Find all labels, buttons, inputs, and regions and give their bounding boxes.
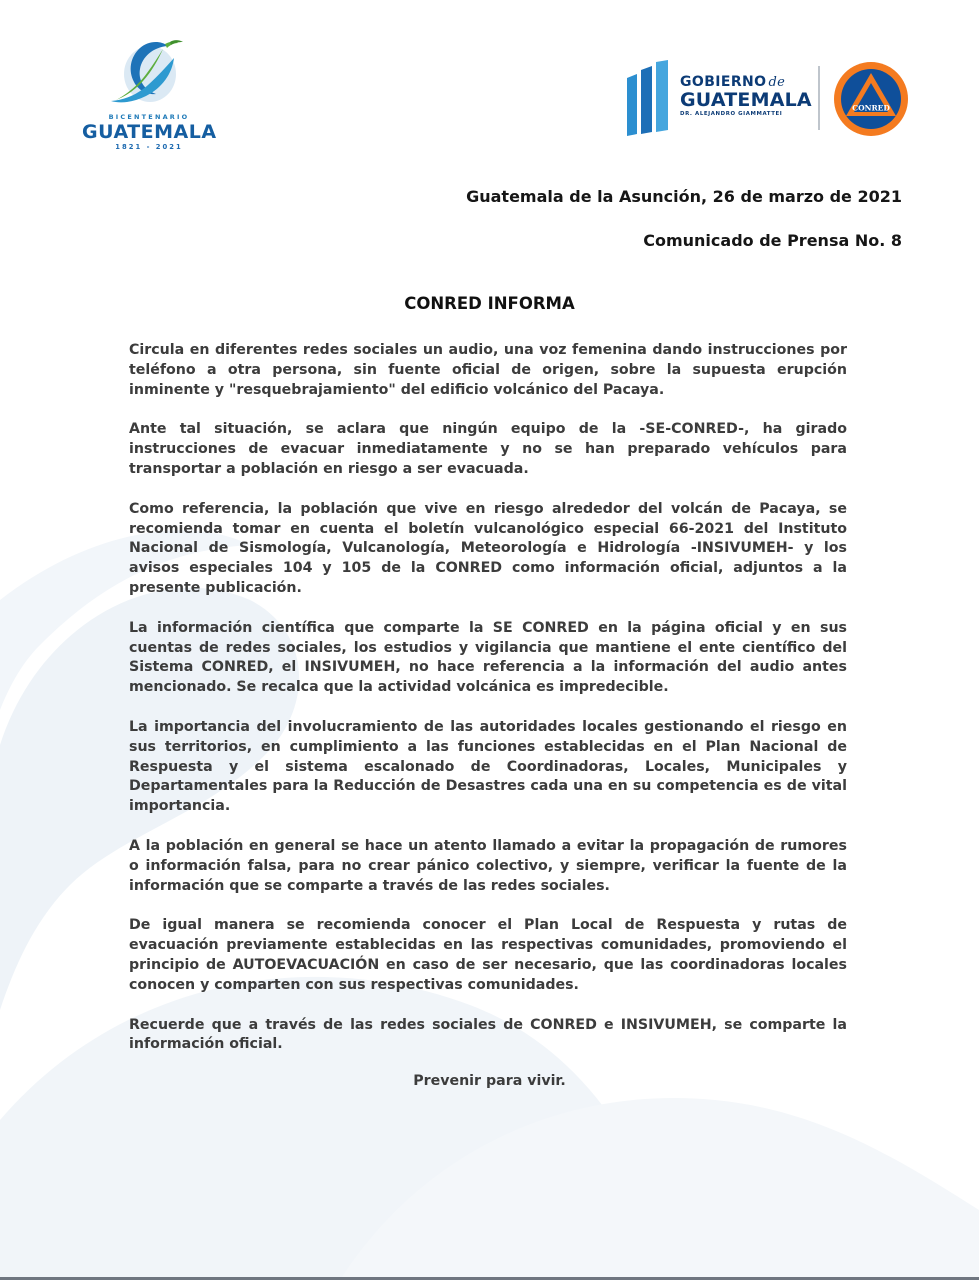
government-conred-logos [624,58,914,140]
release-date: Guatemala de la Asunción, 26 de marzo de 2021 [466,187,902,206]
body-paragraph: Ante tal situación, se aclara que ningún equipo de la -SE-CONRED-, ha girado instrucciones de evacuar inmediatamente y no se han preparado vehículos para transportar a población en riesgo a ser evacuada. [129,421,847,477]
conred-seal-label: CONRED [852,103,890,113]
press-release-body [129,341,847,1075]
conred-seal-icon [833,61,909,137]
gobierno-label: GOBIERNO [680,74,767,90]
body-paragraph: La importancia del involucramiento de las autoridades locales gestionando el riesgo en sus territorios, en cumplimiento a las funciones establecidas en el Plan Nacional de Respuesta y el sistema escalonado de Coordinadoras, Locales, Municipales y Departamentales para la Reducción de Desastres cada una en su competencia es de vital importancia. [129,718,847,815]
body-paragraph: La información científica que comparte la SE CONRED en la página oficial y en sus cuentas de redes sociales, los estudios y vigilancia que mantiene el ente científico del Sistema CONRED, el INSIVUMEH, no hace referencia a la información del audio antes mencionado. Se recalca que la actividad volcánica es impredecible. [129,619,847,696]
body-paragraph: A la población en general se hace un atento llamado a evitar la propagación de rumores o información falsa, para no crear pánico colectivo, y siempre, verificar la fuente de la información que se comparte a través de las redes sociales. [129,837,847,894]
logo-divider [818,66,820,130]
gobierno-guatemala-label: GUATEMALA [680,89,812,111]
bicentenario-years: 1821 - 2021 [115,143,183,151]
bicentenario-label: BICENTENARIO [108,113,190,121]
body-paragraph: De igual manera se recomienda conocer el Plan Local de Respuesta y rutas de evacuación previamente establecidas en las respectivas comunidades, promoviendo el principio de AUTOEVACUACIÓN en caso de ser necesario, que las coordinadoras locales conocen y comparten con sus respectivas comunidades. [129,917,847,993]
gobierno-wordmark [680,74,814,118]
page-title: CONRED INFORMA [404,294,575,313]
flag-stripes-icon [624,60,670,136]
body-paragraph: Como referencia, la población que vive en riesgo alrededor del volcán de Pacaya, se recomienda tomar en cuenta el boletín vulcanológico especial 66-2021 del Instituto Nacional de Sismología, Vulcanología, Meteorología e Hidrología -INSIVUMEH- y los avisos especiales 104 y 105 de la CONRED como información oficial, adjuntos a la presente publicación. [129,500,847,596]
body-paragraph: Recuerde que a través de las redes sociales de CONRED e INSIVUMEH, se comparte la información oficial. [129,1016,847,1053]
closing-slogan: Prevenir para vivir. [413,1073,566,1089]
body-paragraph: Circula en diferentes redes sociales un audio, una voz femenina dando instrucciones por teléfono a otra persona, sin fuente oficial de origen, sobre la supuesta erupción inminente y "resquebrajamiento" del edificio volcánico del Pacaya. [129,342,847,398]
bicentenario-logo [82,40,216,158]
press-release-number: Comunicado de Prensa No. 8 [643,231,902,250]
quetzal-swirl-icon [104,40,194,112]
gobierno-de-label: de [768,75,786,90]
president-name-label: DR. ALEJANDRO GIAMMATTEI [680,111,783,117]
guatemala-wordmark: GUATEMALA [82,121,217,143]
